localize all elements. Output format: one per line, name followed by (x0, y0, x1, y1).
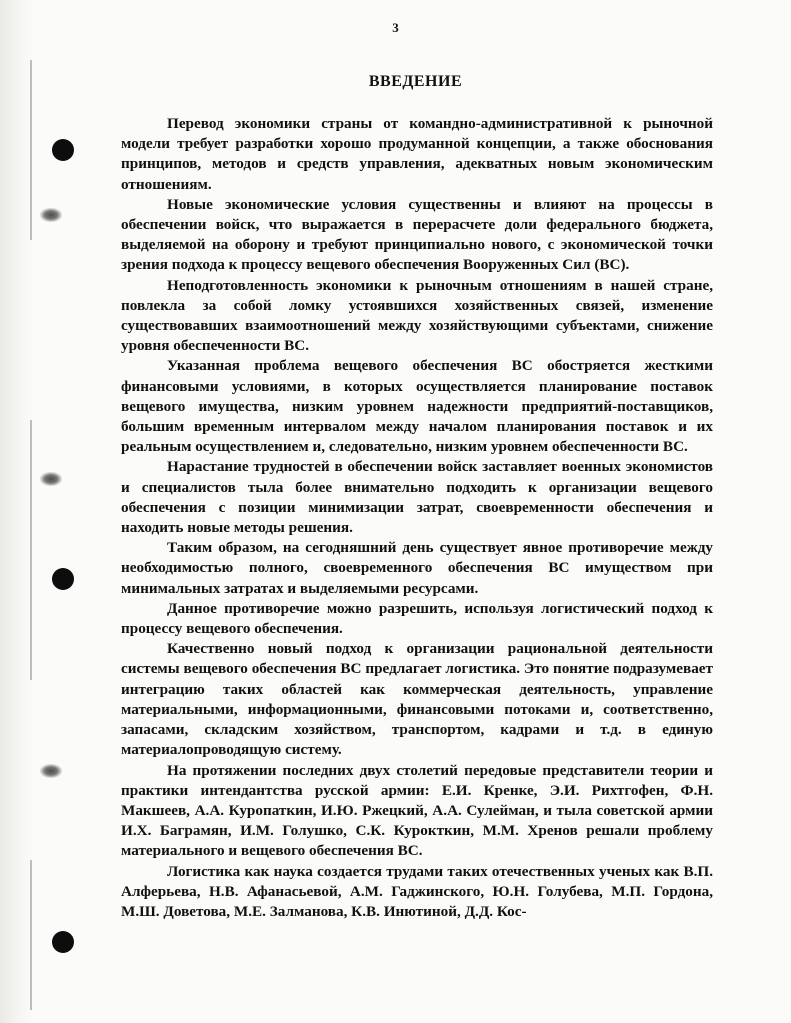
paragraph: Перевод экономики страны от командно-административной к рыночной модели требует разработки хорошо продуманной концепции, а также обоснования принципов, методов и средств управления, адекватных новым экономическим отношениям. (121, 115, 713, 193)
scan-edge-line (30, 420, 32, 680)
paragraph: Указанная проблема вещевого обеспечения ВС обостряется жесткими финансовыми условиями, в которых осуществляется планирование поставок вещевого имущества, низким уровнем надежности предприятий-поставщиков, большим временным интервалом между началом планирования поставок и их реальным осуществлением и, следовательно, низким уровнем обеспеченности ВС. (121, 357, 713, 456)
scan-edge-line (30, 860, 32, 1010)
scan-smudge (40, 764, 62, 778)
paragraph: Таким образом, на сегодняшний день существует явное противоречие между необходимостью полного, своевременного обеспечения ВС имуществом при минимальных затратах и выделяемыми ресурсами. (121, 539, 713, 597)
paragraph: Новые экономические условия существенны и влияют на процессы в обеспечении войск, что выражается в перерасчете доли федерального бюджета, выделяемой на оборону и требуют принципиально нового, с экономической точки зрения подхода к процессу вещевого обеспечения Вооруженных Сил (ВС). (121, 195, 713, 274)
page-number: 3 (392, 20, 399, 35)
punch-hole-icon (52, 931, 74, 953)
paragraph: Качественно новый подход к организации рациональной деятельности системы вещевого обеспечения ВС предлагает логистика. Это понятие подразумевает интеграцию таких областей как коммерческая деятельность, управление материальными, информационными, финансовыми потоками и, соответственно, запасами, складским хозяйством, транспортом, кадрами и т.д. в единую материалопроводящую систему. (121, 640, 713, 759)
paragraph: Данное противоречие можно разрешить, используя логистический подход к процессу вещевого обеспечения. (121, 599, 713, 638)
paragraph: На протяжении последних двух столетий передовые представители теории и практики интендантства русской армии: Е.И. Кренке, Э.И. Рихтгофен, Ф.Н. Макшеев, А.А. Куропаткин, И.Ю. Ржецкий, А.А. Сулейман, и тыла советской армии И.Х. Баграмян, И.М. Голушко, С.К. Курокткин, М.М. Хренов решали проблему материального и вещевого обеспечения ВС. (121, 761, 713, 860)
paragraph: Неподготовленность экономики к рыночным отношениям в нашей стране, повлекла за собой ломку устоявшихся хозяйственных связей, изменение существовавших взаимоотношений между хозяйствующими субъектами, снижение уровня обеспеченности ВС. (121, 276, 713, 355)
punch-hole-icon (52, 139, 74, 161)
body-text (121, 114, 713, 922)
page-title: ВВЕДЕНИЕ (368, 73, 463, 90)
scan-edge-shadow (0, 0, 34, 1023)
paragraph: Логистика как наука создается трудами таких отечественных ученых как В.П. Алферьева, Н.В. Афанасьевой, А.М. Гаджинского, Ю.Н. Голубева, М.П. Гордона, М.Ш. Доветова, М.Е. Залманова, К.В. Инютиной, Д.Д. Кос- (121, 862, 713, 920)
punch-hole-icon (52, 568, 74, 590)
paragraph: Нарастание трудностей в обеспечении войск заставляет военных экономистов и специалистов тыла более внимательно подходить к организации вещевого обеспечения с позиции минимизации затрат, своевременности обеспечения и находить новые методы решения. (121, 458, 713, 537)
scan-smudge (40, 472, 62, 486)
scan-smudge (40, 208, 62, 222)
